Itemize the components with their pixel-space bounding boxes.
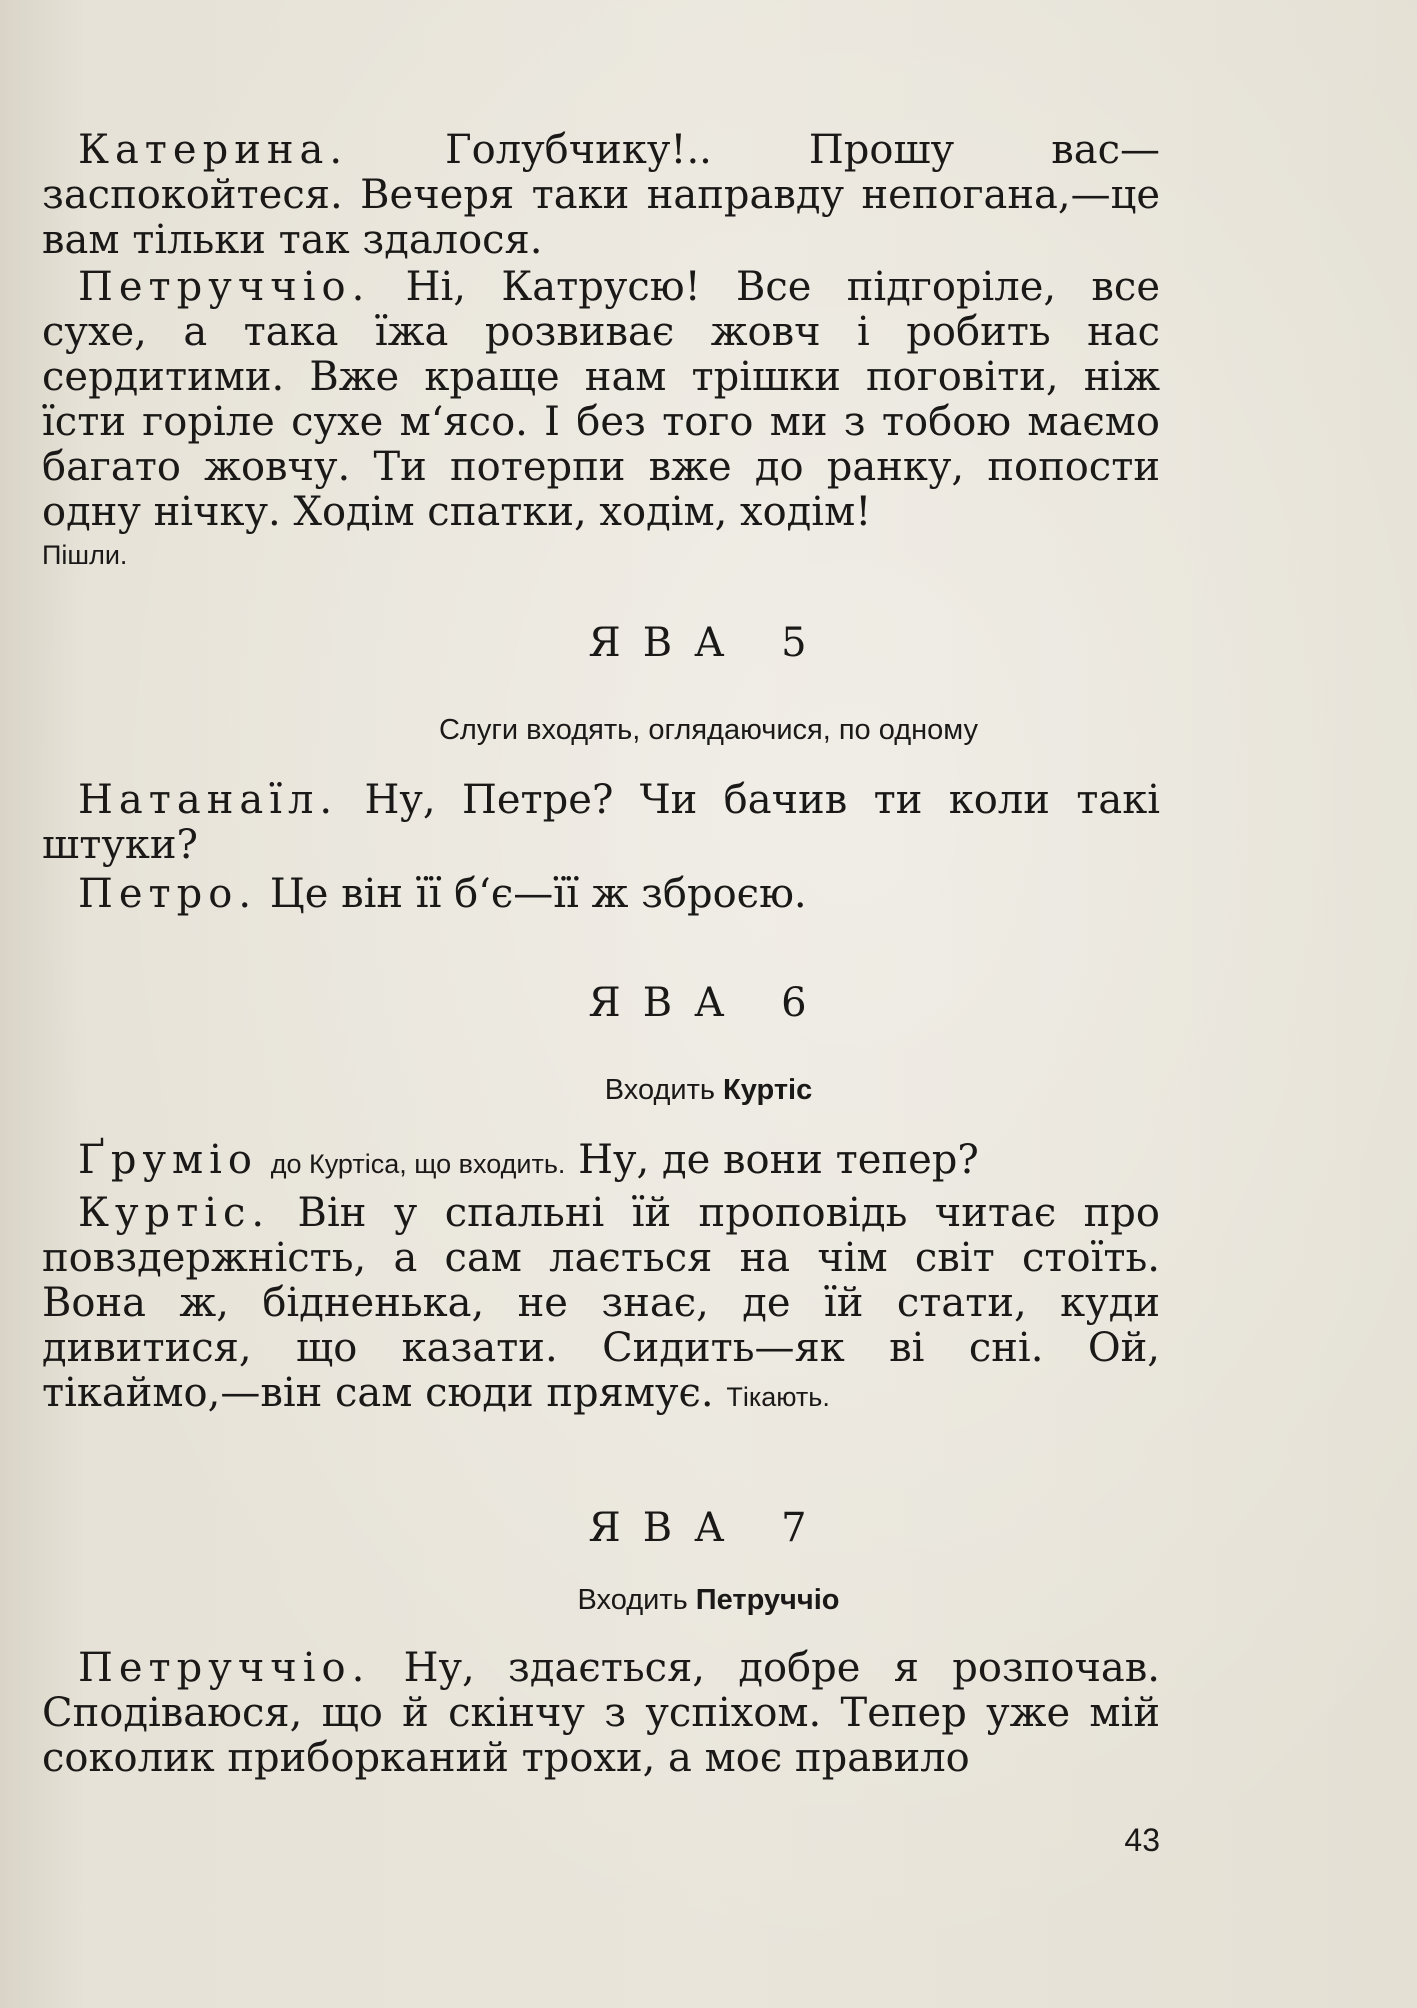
- paragraph: [42, 128, 1160, 263]
- speaker-name: Петро.: [78, 871, 258, 917]
- stage-verb: Входить: [604, 1074, 715, 1106]
- speaker-name: Ґруміо: [78, 1137, 259, 1183]
- character-name: Куртіс: [723, 1074, 813, 1106]
- speech-grumio: [42, 1138, 1160, 1420]
- paragraph: [42, 778, 1160, 868]
- inline-stage-direction: до Куртіса, що входить.: [270, 1149, 566, 1179]
- scene-title-7: ЯВА 7: [588, 1505, 829, 1551]
- character-name: Петруччіо: [695, 1584, 840, 1616]
- speech-text: Ну, Петре? Чи бачив ти коли такі штуки?: [42, 777, 1161, 868]
- paragraph: [42, 1138, 1160, 1187]
- scene-title-6: ЯВА 6: [588, 980, 829, 1026]
- speech-petruchio: [42, 265, 1160, 575]
- paragraph: [42, 265, 1160, 535]
- inline-stage-direction: Тікають.: [726, 1382, 830, 1412]
- paragraph: [42, 872, 1160, 917]
- speech-text: Він у спальні їй проповідь читає про повздержність, а сам лається на чім світ стоїть. Вона ж, бідненька, не знає, де їй стати, куди дивитися, що казати. Сидить—як ві сні. Ой, тікаймо,—він сам сюди прямує.: [42, 1190, 1160, 1416]
- speaker-name: Петруччіо.: [78, 1645, 371, 1691]
- stage-direction: Пішли.: [42, 540, 128, 570]
- speech-natanail: [42, 778, 1160, 917]
- stage-direction-centered: Слуги входять, оглядаючися, по одному: [438, 714, 979, 746]
- page-number: 43: [1124, 1822, 1160, 1858]
- speech-text: Ні, Катрусю! Все підгоріле, все сухе, а така їжа розвиває жовч і робить нас сердитими. Вже краще нам трішки поговіти, ніж їсти горіле сухе м‘ясо. І без того ми з тобою маємо багато жовчу. Ти потерпи вже до ранку, попости одну нічку. Ходім спатки, ходім, ходім!: [42, 264, 1160, 535]
- stage-direction-centered: [0, 1074, 1417, 1107]
- speech-text: Це він її б‘є—її ж зброєю.: [269, 871, 807, 917]
- speaker-name: Петруччіо.: [78, 264, 371, 310]
- speaker-name: Катерина.: [78, 127, 349, 173]
- speech-text: Ну, здається, добре я розпочав. Сподіваюся, що й скінчу з успіхом. Тепер уже мій соколик приборканий трохи, а моє правило: [42, 1645, 1160, 1781]
- speaker-name: Натанаїл.: [78, 777, 339, 823]
- scene-title-5: ЯВА 5: [588, 620, 829, 666]
- stage-verb: Входить: [577, 1584, 688, 1616]
- speaker-name: Куртіс.: [78, 1190, 271, 1236]
- paragraph: [42, 1646, 1160, 1781]
- speech-katerina: [42, 128, 1160, 263]
- speech-petruchio-2: [42, 1646, 1160, 1781]
- stage-direction-centered: [0, 1584, 1417, 1617]
- speech-text: Голубчику!.. Прошу вас—заспокойтеся. Вечеря таки направду непогана,—це вам тільки так здалося.: [42, 127, 1161, 263]
- speech-text: Ну, де вони тепер?: [578, 1137, 979, 1183]
- paragraph: [42, 1191, 1160, 1420]
